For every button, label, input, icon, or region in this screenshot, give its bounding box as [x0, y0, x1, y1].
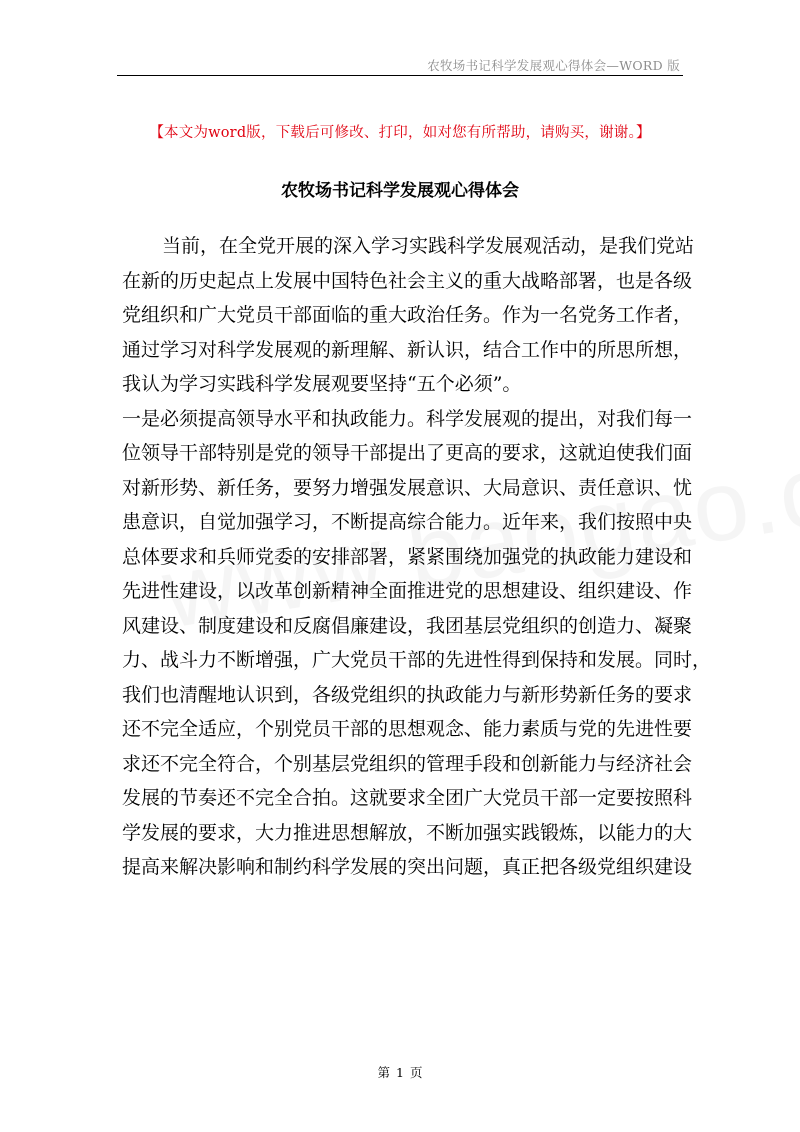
body-line: 在新的历史起点上发展中国特色社会主义的重大战略部署，也是各级 — [122, 269, 693, 292]
body-line: 我们也清醒地认识到，各级党组织的执政能力与新形势新任务的要求 — [122, 683, 693, 706]
body-line: 一是必须提高领导水平和执政能力。科学发展观的提出，对我们每一 — [122, 407, 693, 430]
body-line: 发展的节奏还不完全合拍。这就要求全团广大党员干部一定要按照科 — [122, 787, 693, 809]
page-number-prefix: 第 — [377, 1065, 391, 1080]
body-line: 位领导干部特别是党的领导干部提出了更高的要求，这就迫使我们面 — [122, 442, 693, 464]
body-line: 通过学习对科学发展观的新理解、新认识，结合工作中的所思所想， — [122, 338, 693, 361]
body-line: 对新形势、新任务，要努力增强发展意识、大局意识、责任意识、忧 — [122, 476, 693, 499]
body-line: 风建设、制度建设和反腐倡廉建设，我团基层党组织的创造力、凝聚 — [122, 614, 693, 637]
body-line: 党组织和广大党员干部面临的重大政治任务。作为一名党务工作者， — [122, 304, 693, 326]
body-line: 还不完全适应，个别党员干部的思想观念、能力素质与党的先进性要 — [122, 718, 693, 740]
body-line: 学发展的要求，大力推进思想解放，不断加强实践锻炼，以能力的大 — [122, 821, 693, 844]
body-line: 力、战斗力不断增强，广大党员干部的先进性得到保持和发展。同时， — [122, 649, 712, 671]
page-number: 1 — [396, 1065, 404, 1080]
page-footer — [0, 1063, 800, 1081]
header-divider — [117, 75, 683, 76]
running-header: 农牧场书记科学发展观心得体会—WORD 版 — [427, 58, 680, 73]
page-number-suffix: 页 — [409, 1065, 423, 1080]
body-line: 患意识，自觉加强学习，不断提高综合能力。近年来，我们按照中央 — [122, 511, 693, 533]
body-line: 总体要求和兵师党委的安排部署，紧紧围绕加强党的执政能力建设和 — [122, 545, 693, 568]
document-title: 农牧场书记科学发展观心得体会 — [281, 181, 519, 201]
body-line: 先进性建设，以改革创新精神全面推进党的思想建设、组织建设、作 — [122, 580, 693, 602]
body-line: 提高来解决影响和制约科学发展的突出问题，真正把各级党组织建设 — [122, 856, 693, 878]
body-line: 我认为学习实践科学发展观要坚持“五个必须”。 — [122, 373, 522, 395]
body-line: 当前，在全党开展的深入学习实践科学发展观活动，是我们党站 — [162, 235, 695, 257]
document-body — [122, 229, 712, 885]
download-notice: 【本文为word版，下载后可修改、打印，如对您有所帮助，请购买，谢谢。】 — [149, 125, 651, 141]
body-line: 求还不完全符合，个别基层党组织的管理手段和创新能力与经济社会 — [122, 752, 693, 775]
